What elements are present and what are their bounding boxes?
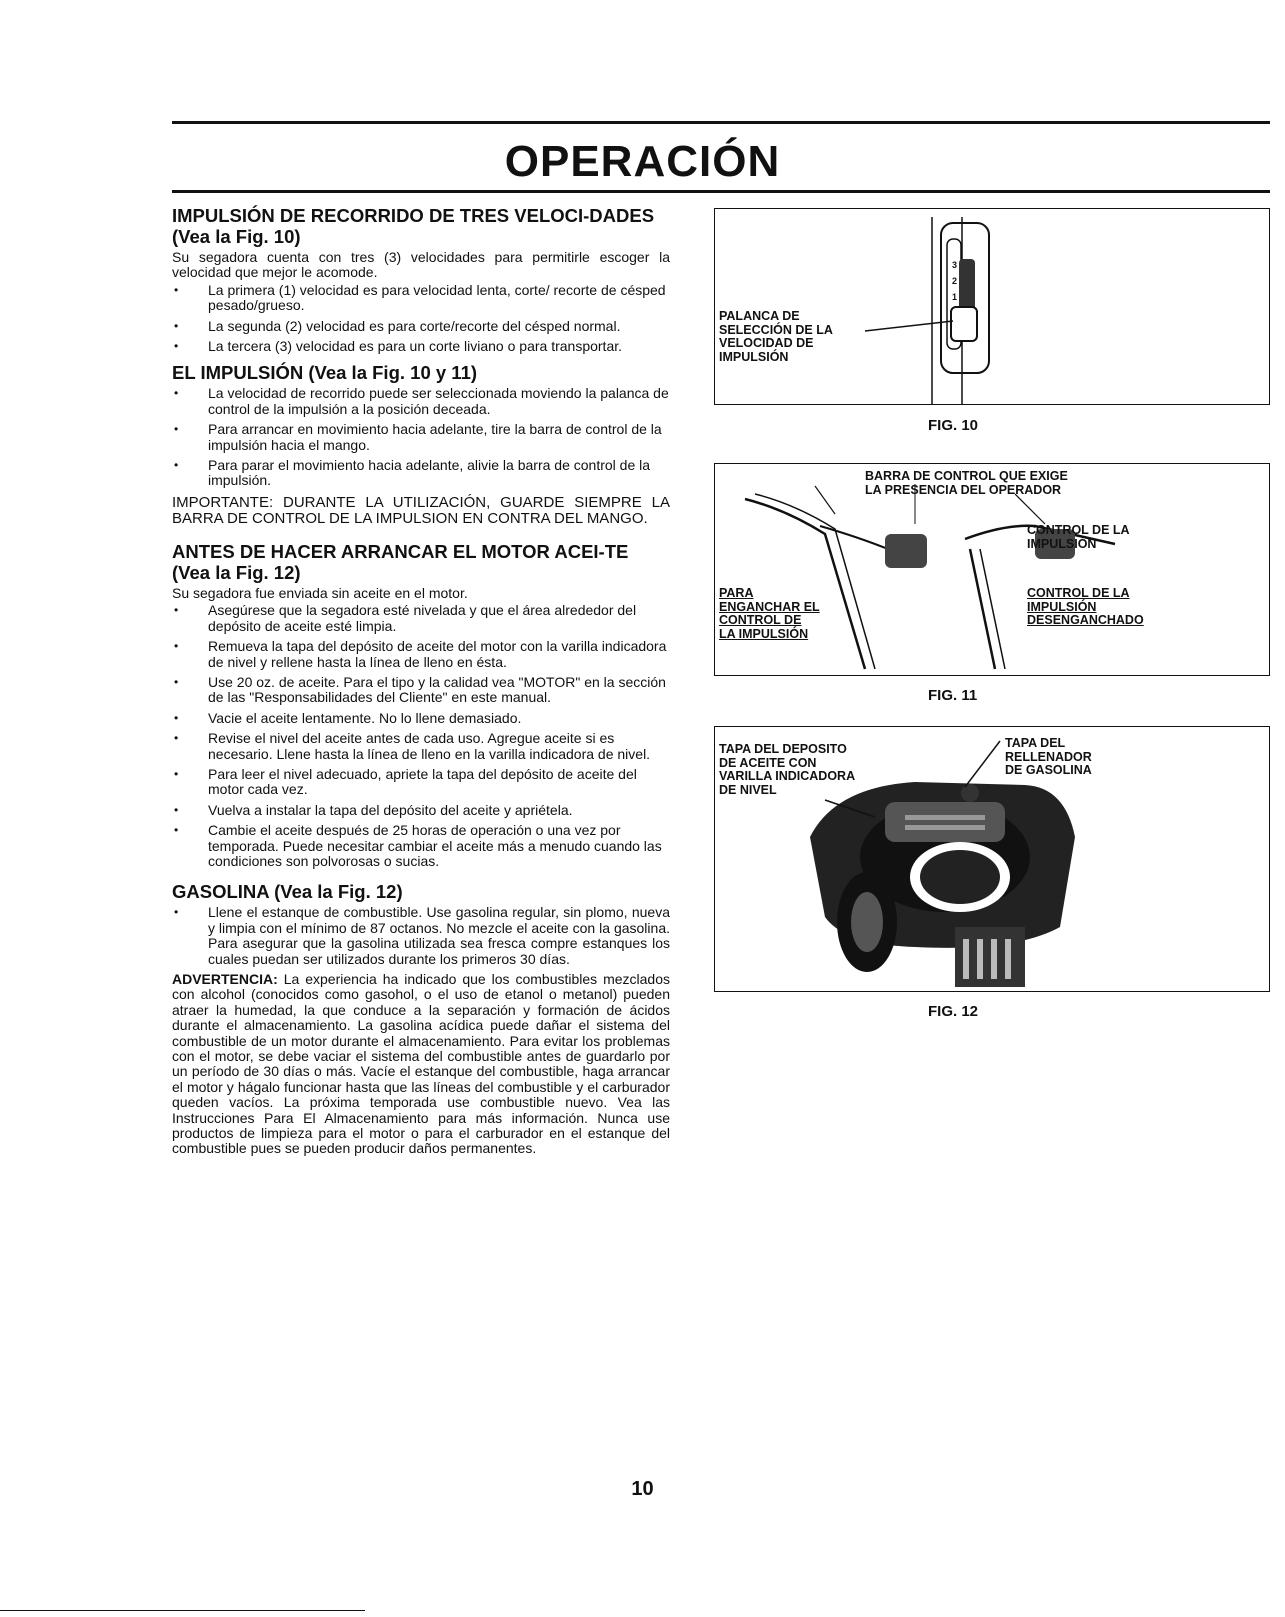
- section-intro: Su segadora cuenta con tres (3) velocidades para permitirle escoger la velocidad que mejor le acomode.: [172, 249, 670, 281]
- figure-11-caption: FIG. 11: [928, 687, 978, 704]
- bullet-list: [172, 603, 670, 869]
- section-heading: ANTES DE HACER ARRANCAR EL MOTOR ACEI-TE (Vea la Fig. 12): [172, 540, 629, 583]
- list-item: • Llene el estanque de combustible. Use gasolina regular, sin plomo, nueva y limpia con el mínimo de 87 octanos. No mezcle el aceite con la gasolina. Para asegurar que la gasolina utilizada sea fresca compre estanques los cuales puedan ser utilizados durante los primeros 30 días.: [172, 905, 670, 967]
- gear-mark: 2: [952, 276, 958, 286]
- list-item: • La tercera (3) velocidad es para un corte liviano o para transportar.: [172, 339, 670, 354]
- section-intro: Su segadora fue enviada sin aceite en el motor.: [172, 584, 468, 601]
- list-item: • Para parar el movimiento hacia adelante, alivie la barra de control de la impulsión.: [172, 458, 670, 489]
- figure-10-caption: FIG. 10: [928, 417, 979, 434]
- speed-lever-label: PALANCA DE SELECCIÓN DE LA VELOCIDAD DE IMPULSIÓN: [719, 309, 833, 364]
- engage-drive-label: PARA ENGANCHAR EL CONTROL DE LA IMPULSIÓN: [719, 586, 820, 641]
- figure-12-caption: FIG. 12: [928, 1003, 979, 1020]
- list-item: • La velocidad de recorrido puede ser seleccionada moviendo la palanca de control de la impulsión a la posición deceada.: [172, 386, 670, 417]
- bottom-rule: [0, 1610, 365, 1611]
- gear-mark: 1: [952, 292, 958, 302]
- list-item: • Para arrancar en movimiento hacia adelante, tire la barra de control de la impulsión hacia el mango.: [172, 422, 670, 453]
- drive-control-label: CONTROL DE LA IMPULSIÓN: [1027, 523, 1130, 551]
- figure-12: [714, 726, 1270, 992]
- fuel-cap-label: TAPA DEL RELLENADOR DE GASOLINA: [1005, 736, 1092, 777]
- page-title: OPERACIÓN: [504, 137, 781, 186]
- section-heading: GASOLINA (Vea la Fig. 12): [172, 881, 403, 903]
- title-underline: [172, 190, 1270, 193]
- oil-cap-label: TAPA DEL DEPOSITO DE ACEITE CON VARILLA INDICADORA DE NIVEL: [719, 742, 856, 797]
- warning-paragraph: [172, 972, 670, 1157]
- list-item: • Cambie el aceite después de 25 horas de operación o una vez por temporada. Puede necesitar cambiar el aceite más a menudo cuando las condiciones son polvorosas o sucias.: [172, 823, 670, 869]
- list-item: • La segunda (2) velocidad es para corte/recorte del césped normal.: [172, 319, 670, 334]
- list-item: • Revise el nivel del aceite antes de cada uso. Agregue aceite si es necesario. Llene hasta la línea de lleno en la varilla indicadora de nivel.: [172, 731, 670, 762]
- section-three-speed: [172, 205, 670, 354]
- left-column: [172, 205, 670, 1157]
- bullet-list: [172, 905, 670, 967]
- warning-label: ADVERTENCIA:: [172, 971, 278, 987]
- page-number: 10: [631, 1478, 654, 1500]
- bullet-list: [172, 283, 670, 355]
- speed-lever-illustration: [715, 209, 1269, 404]
- operator-presence-bar-label: BARRA DE CONTROL QUE EXIGE LA PRESENCIA DEL OPERADOR: [865, 469, 1068, 497]
- list-item: • Vacie el aceite lentamente. No lo llene demasiado.: [172, 711, 670, 726]
- warning-text: La experiencia ha indicado que los combustibles mezclados con alcohol (conocidos como gasohol, o el uso de etanol o metanol) pueden atraer la humedad, la que conduce a la separación y formación de ácidos durante el almacenamiento. La gasolina acídica puede dañar el sistema del combustible de un motor durante el almacenamiento. Para evitar los problemas con el motor, se debe vaciar el sistema del combustible antes de guardarlo por un período de 30 días o más. Vacíe el estanque del combustible, haga arrancar el motor y hágalo funcionar hasta que las líneas del combustible y el carburador queden vacíos. La próxima temporada use combustible nuevo. Vea las Instrucciones Para El Almacenamiento para más información. Nunca use productos de limpieza para el motor o para el carburador en el estanque del combustible pues se pueden producir daños permanentes.: [172, 971, 671, 1157]
- section-heading: EL IMPULSIÓN (Vea la Fig. 10 y 11): [172, 362, 478, 384]
- section-gasoline: [172, 881, 670, 1157]
- top-rule: [172, 121, 1270, 124]
- figure-11: [714, 463, 1270, 676]
- list-item: • Use 20 oz. de aceite. Para el tipo y la calidad vea "MOTOR" en la sección de las "Responsabilidades del Cliente" en este manual.: [172, 675, 670, 706]
- section-oil: [172, 541, 670, 870]
- important-note: IMPORTANTE: DURANTE LA UTILIZACIÓN, GUARDE SIEMPRE LA BARRA DE CONTROL DE LA IMPULSION EN CONTRA DEL MANGO.: [172, 493, 670, 527]
- section-heading: IMPULSIÓN DE RECORRIDO DE TRES VELOCI-DADES (Vea la Fig. 10): [172, 205, 655, 247]
- figure-10: [714, 208, 1270, 405]
- bullet-list: [172, 386, 670, 488]
- list-item: • Asegúrese que la segadora esté nivelada y que el área alrededor del depósito de aceite esté limpia.: [172, 603, 670, 634]
- list-item: • La primera (1) velocidad es para velocidad lenta, corte/ recorte de césped pesado/grueso.: [172, 283, 670, 314]
- drive-disengaged-label: CONTROL DE LA IMPULSIÓN DESENGANCHADO: [1027, 586, 1144, 627]
- list-item: • Vuelva a instalar la tapa del depósito del aceite y apriétela.: [172, 803, 670, 818]
- section-drive: [172, 362, 670, 526]
- list-item: • Remueva la tapa del depósito de aceite del motor con la varilla indicadora de nivel y rellene hasta la línea de lleno en ésta.: [172, 639, 670, 670]
- gear-mark: 3: [952, 260, 958, 270]
- list-item: • Para leer el nivel adecuado, apriete la tapa del depósito de aceite del motor cada vez.: [172, 767, 670, 798]
